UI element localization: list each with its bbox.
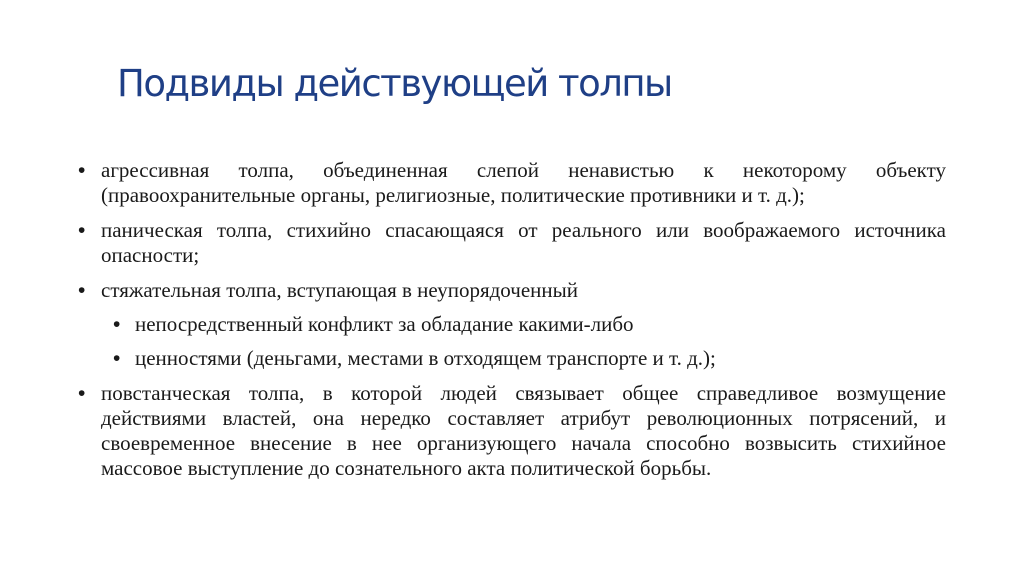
- slide-content: [78, 158, 946, 491]
- sub-bullet-icon: •: [113, 347, 121, 370]
- sub-bullet-icon: •: [113, 313, 121, 336]
- bullet-icon: •: [78, 159, 86, 182]
- sub-list-item-text: ценностями (деньгами, местами в отходящем транспорте и т. д.);: [135, 346, 716, 370]
- bullet-icon: •: [78, 219, 86, 242]
- list-item: [78, 218, 946, 268]
- slide-title: Подвиды действующей толпы: [117, 62, 672, 105]
- bullet-icon: •: [78, 382, 86, 405]
- list-item-text: агрессивная толпа, объединенная слепой ненавистью к некоторому объекту (правоохранительные органы, религиозные, политические противники и т. д.);: [101, 158, 946, 207]
- sub-list-item-text: непосредственный конфликт за обладание какими-либо: [135, 312, 634, 336]
- sub-list-item: [101, 312, 946, 337]
- list-item-text: стяжательная толпа, вступающая в неупорядоченный: [101, 278, 578, 302]
- sub-bullet-list: [101, 312, 946, 371]
- list-item: [78, 381, 946, 481]
- list-item-text: паническая толпа, стихийно спасающаяся от реального или воображаемого источника опасности;: [101, 218, 946, 267]
- list-item: [78, 278, 946, 371]
- sub-list-item: [101, 346, 946, 371]
- bullet-list: [78, 158, 946, 481]
- list-item: [78, 158, 946, 208]
- list-item-text: повстанческая толпа, в которой людей связывает общее справедливое возмущение действиями властей, она нередко составляет атрибут революционных потрясений, и своевременное внесение в нее организующего начала способно возвысить стихийное массовое выступление до сознательного акта политической борьбы.: [101, 381, 946, 480]
- bullet-icon: •: [78, 279, 86, 302]
